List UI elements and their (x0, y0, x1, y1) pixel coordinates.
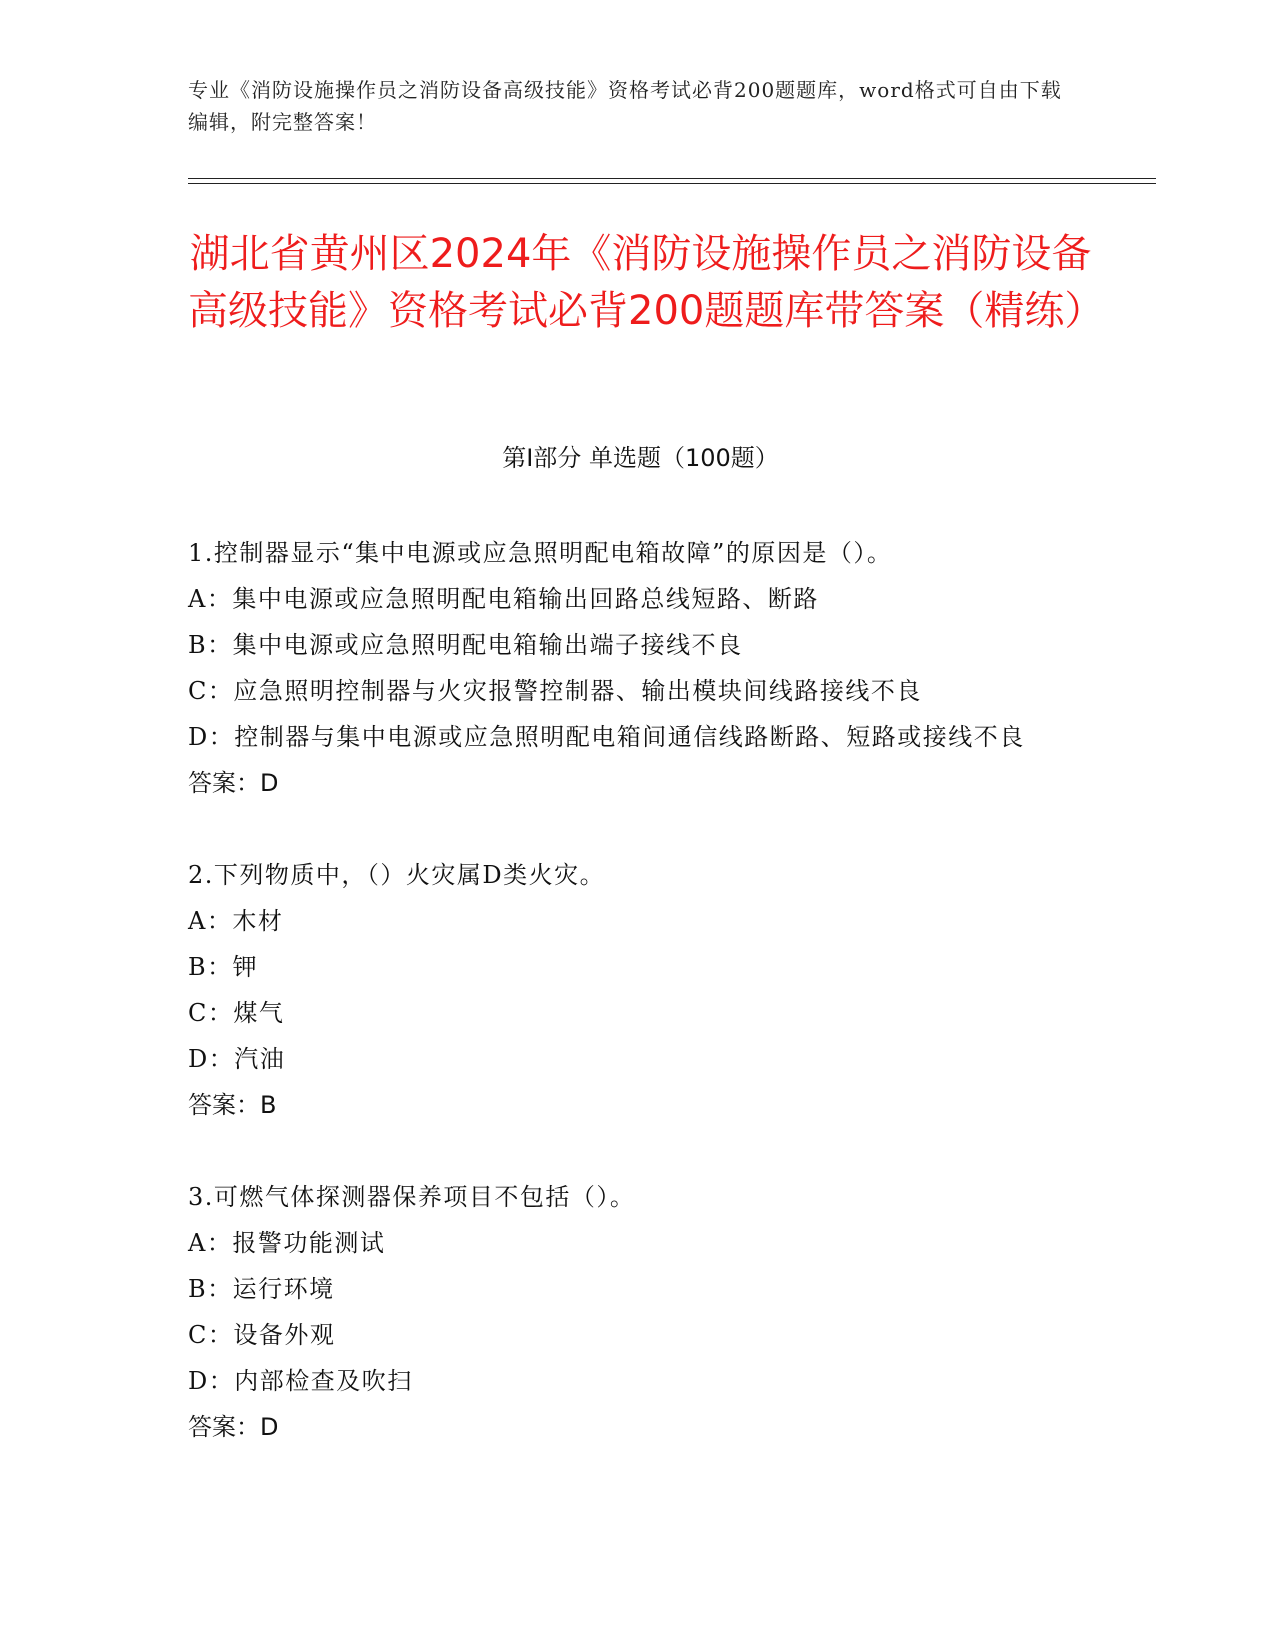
option-a: A：木材 (188, 907, 284, 935)
option-d: D：内部检查及吹扫 (188, 1367, 413, 1395)
question-list (188, 530, 1088, 1496)
header-divider-bottom (188, 183, 1156, 184)
option-b: B：集中电源或应急照明配电箱输出端子接线不良 (188, 631, 743, 659)
answer (188, 1404, 1088, 1450)
option-c: C：煤气 (188, 999, 285, 1027)
option-a: A：集中电源或应急照明配电箱输出回路总线短路、断路 (188, 585, 819, 613)
header-divider-top (188, 178, 1156, 179)
answer-label: 答案： (188, 769, 260, 797)
question-1 (188, 530, 1088, 806)
option-d: D：控制器与集中电源或应急照明配电箱间通信线路断路、短路或接线不良 (188, 723, 1025, 751)
question-3 (188, 1174, 1088, 1450)
answer-label: 答案： (188, 1413, 260, 1441)
question-2 (188, 852, 1088, 1128)
answer (188, 760, 1088, 806)
question-stem: 1.控制器显示“集中电源或应急照明配电箱故障”的原因是（）。 (188, 539, 893, 567)
option-b: B：运行环境 (188, 1275, 335, 1303)
option-b: B：钾 (188, 953, 259, 981)
option-c: C：设备外观 (188, 1321, 336, 1349)
question-stem: 2.下列物质中，（）火灾属D类火灾。 (188, 861, 606, 889)
document-title: 湖北省黄州区2024年《消防设施操作员之消防设备高级技能》资格考试必背200题题库带答案（精练） (188, 231, 1105, 334)
answer-value: D (260, 1413, 279, 1441)
answer-value: D (260, 769, 279, 797)
answer-label: 答案： (188, 1091, 260, 1119)
answer (188, 1082, 1088, 1128)
answer-value: B (260, 1091, 277, 1119)
option-a: A：报警功能测试 (188, 1229, 386, 1257)
option-c: C：应急照明控制器与火灾报警控制器、输出模块间线路接线不良 (188, 677, 922, 705)
option-d: D：汽油 (188, 1045, 286, 1073)
header-note: 专业《消防设施操作员之消防设备高级技能》资格考试必背200题题库，word格式可自由下载编辑，附完整答案！ (188, 78, 1062, 134)
question-stem: 3.可燃气体探测器保养项目不包括（）。 (188, 1183, 636, 1211)
section-title: 第I部分 单选题（100题） (502, 444, 779, 472)
